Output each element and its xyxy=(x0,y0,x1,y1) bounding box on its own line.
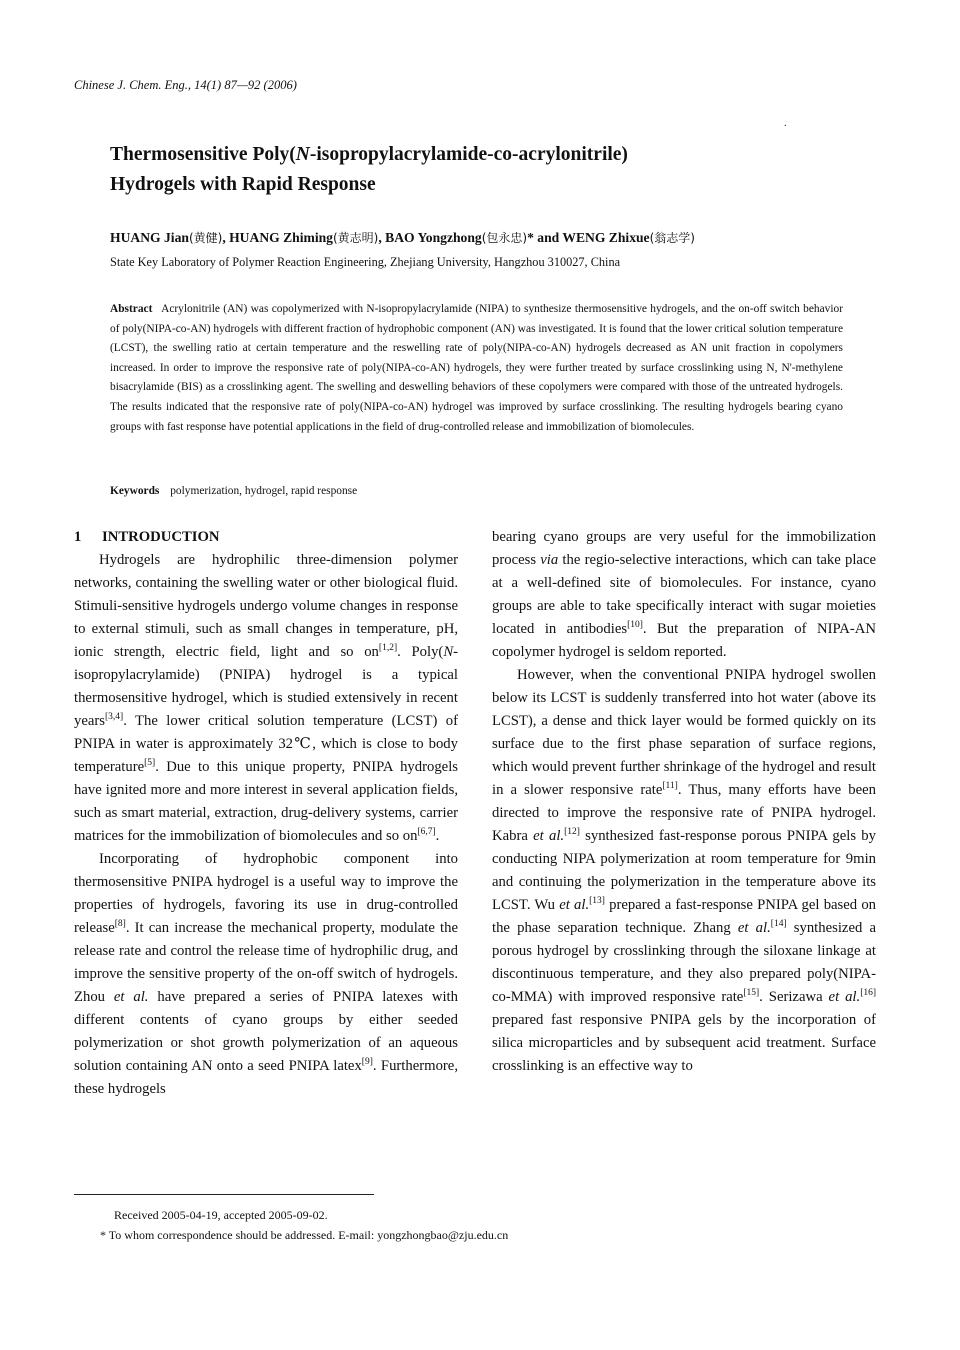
author-2: HUANG Zhiming xyxy=(229,230,333,245)
author-3-cn: (包永忠) xyxy=(481,231,528,245)
keywords xyxy=(110,482,843,502)
abstract xyxy=(110,300,843,437)
citation-ref: [14] xyxy=(770,919,787,929)
author-4-cn: (翁志学) xyxy=(649,231,695,245)
author-1: HUANG Jian xyxy=(110,230,189,245)
citation-ref: [13] xyxy=(589,896,605,906)
citation-ref: [5] xyxy=(144,758,156,768)
citation-ref: [12] xyxy=(564,827,580,837)
affiliation: State Key Laboratory of Polymer Reaction Engineering, Zhejiang University, Hangzhou 310027, China xyxy=(110,255,621,269)
received-note: Received 2005-04-19, accepted 2005-09-02. xyxy=(114,1208,328,1222)
keywords-text: polymerization, hydrogel, rapid response xyxy=(170,485,358,497)
section-heading xyxy=(74,526,458,549)
abstract-label: Abstract xyxy=(110,303,153,315)
citation-ref: [9] xyxy=(361,1057,373,1067)
section-number: 1 xyxy=(74,529,82,545)
author-list: HUANG Jian(黄健), HUANG Zhiming(黄志明), BAO Yongzhong(包永忠)* and WENG Zhixue(翁志学) xyxy=(110,230,695,245)
citation-ref: [10] xyxy=(627,620,643,630)
citation-ref: [16] xyxy=(860,988,877,998)
citation-ref: [15] xyxy=(743,988,760,998)
citation-ref: [3,4] xyxy=(105,712,124,722)
journal-citation: Chinese J. Chem. Eng., 14(1) 87—92 (2006) xyxy=(74,78,297,92)
section-title: INTRODUCTION xyxy=(102,529,220,545)
title-line-2: Hydrogels with Rapid Response xyxy=(110,174,376,195)
corresponding-mark: * xyxy=(527,230,534,245)
abstract-text: Acrylonitrile (AN) was copolymerized with N-isopropylacrylamide (NIPA) to synthesize thermosensitive hydrogels, and the on-off switch behavior of poly(NIPA-co-AN) hydrogels with different fraction of hydrophobic component (AN) was investigated. It is found that the lower critical solution temperature (LCST), the swelling ratio at certain temperature and the reswelling rate of poly(NIPA-co-AN) hydrogels decreased as AN unit fraction in copolymers increased. In order to improve the responsive rate of poly(NIPA-co-AN) hydrogels, they were further treated by surface crosslinking using N, N'-methylene bisacrylamide (BIS) as a crosslinking agent. The swelling and deswelling behaviors of these copolymers were compared with those of the untreated hydrogels. The results indicated that the responsive rate of poly(NIPA-co-AN) hydrogel was improved by surface crosslinking. The resulting hydrogels bearing cyano groups with fast response have potential applications in the field of drug-controlled release and immobilization of biomolecules. xyxy=(110,303,843,433)
title-line-1: Thermosensitive Poly(N-isopropylacrylamide-co-acrylonitrile) xyxy=(110,144,628,165)
author-1-cn: (黄健) xyxy=(188,231,223,245)
margin-mark: . xyxy=(784,118,787,129)
paragraph: However, when the conventional PNIPA hydrogel swollen below its LCST is suddenly transferred into hot water (above its LCST), a dense and thick layer would be formed quickly on its surface due to the first phase separation of surface regions, which would prevent further shrinkage of the hydrogel and result in a slower responsive rate[11]. Thus, many efforts have been directed to improve the responsive rate of PNIPA hydrogel. Kabra et al.[12] synthesized fast-response porous PNIPA gels by conducting NIPA polymerization at room temperature for 9min and continuing the polymerization in the temperature above its LCST. Wu et al.[13] prepared a fast-response PNIPA gel based on the phase separation technique. Zhang et al.[14] synthesized a porous hydrogel by crosslinking through the siloxane linkage at discontinuous temperature, and they also prepared poly(NIPA-co-MMA) with improved responsive rate[15]. Serizawa et al.[16] prepared fast responsive PNIPA gels by the incorporation of silica microparticles and by subsequent acid treatment. Surface crosslinking is an effective way to xyxy=(492,667,877,1074)
paragraph: Incorporating of hydrophobic component into thermosensitive PNIPA hydrogel is a useful way to improve the properties of hydrogels, favoring its use in drug-controlled release[8]. It can increase the mechanical property, modulate the release rate and control the release time of hydrophilic drug, and improve the sensitive property of the on-off switch of hydrogels. Zhou et al. have prepared a series of PNIPA latexes with different contents of cyano groups by either seeded polymerization or shot growth polymerization of an aqueous solution containing AN onto a seed PNIPA latex[9]. Furthermore, these hydrogels xyxy=(74,851,458,1097)
citation-ref: [1,2] xyxy=(378,643,398,653)
paper-title xyxy=(110,140,870,200)
citation-ref: [11] xyxy=(662,781,678,791)
citation-ref: [8] xyxy=(114,919,126,929)
right-column xyxy=(492,526,876,1078)
paragraph: bearing cyano groups are very useful for the immobilization process via the regio-selective interactions, which can take place at a well-defined site of biomolecules. For instance, cyano groups are able to take specifically interact with sugar moieties located in antibodies[10]. But the preparation of NIPA-AN copolymer hydrogel is seldom reported. xyxy=(492,529,876,660)
author-3: BAO Yongzhong xyxy=(385,230,482,245)
author-4: WENG Zhixue xyxy=(562,230,650,245)
left-column xyxy=(74,526,458,1101)
keywords-label: Keywords xyxy=(110,485,160,497)
paragraph: Hydrogels are hydrophilic three-dimension polymer networks, containing the swelling water or other biological fluid. Stimuli-sensitive hydrogels undergo volume changes in response to external stimuli, such as small changes in temperature, pH, ionic strength, electric field, light and so on[1,2]. Poly(N-isopropylacrylamide) (PNIPA) hydrogel is a typical thermosensitive hydrogel, which is studied extensively in recent years[3,4]. The lower critical solution temperature (LCST) of PNIPA in water is approximately 32℃, which is close to body temperature[5]. Due to this unique property, PNIPA hydrogels have ignited more and more interest in several application fields, such as smart material, extraction, drug-delivery systems, carrier matrices for the immobilization of biomolecules and so on[6,7]. xyxy=(74,552,459,844)
citation-ref: [6,7] xyxy=(417,827,436,837)
footnote-divider xyxy=(74,1194,374,1195)
author-2-cn: (黄志明) xyxy=(332,231,379,245)
correspondence-note: * To whom correspondence should be addressed. E-mail: yongzhongbao@zju.edu.cn xyxy=(100,1228,509,1242)
